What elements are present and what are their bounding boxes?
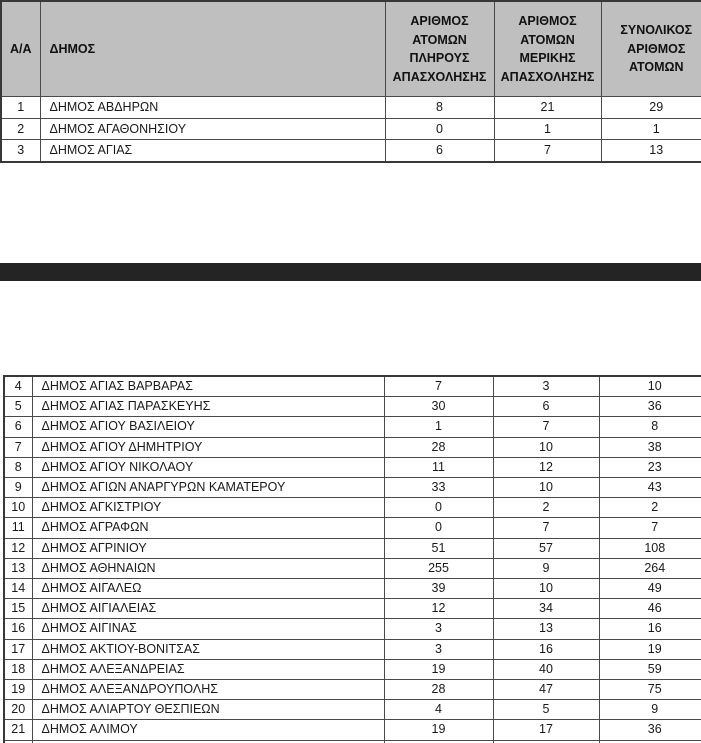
- parttime-count-cell: 57: [493, 538, 599, 558]
- row-number-cell: 21: [4, 720, 32, 740]
- municipality-name-cell: ΔΗΜΟΣ ΑΓΙΩΝ ΑΝΑΡΓΥΡΩΝ ΚΑΜΑΤΕΡΟΥ: [32, 478, 384, 498]
- municipality-name-cell: ΔΗΜΟΣ ΑΚΤΙΟΥ-ΒΟΝΙΤΣΑΣ: [32, 639, 384, 659]
- municipality-name-cell: ΔΗΜΟΣ ΑΙΓΑΛΕΩ: [32, 579, 384, 599]
- total-count-cell: 8: [599, 417, 701, 437]
- table-row: [4, 680, 701, 700]
- total-count-cell: 29: [601, 97, 701, 119]
- municipality-name-cell: ΔΗΜΟΣ ΑΓΙΑΣ: [40, 140, 385, 162]
- row-number-cell: 19: [4, 680, 32, 700]
- fulltime-count-cell: 4: [384, 700, 493, 720]
- total-count-cell: 49: [599, 579, 701, 599]
- header-row: [1, 1, 701, 97]
- fulltime-count-cell: 8: [385, 97, 494, 119]
- fulltime-count-cell: 0: [384, 518, 493, 538]
- fulltime-count-cell: 0: [385, 118, 494, 140]
- parttime-count-cell: 7: [493, 417, 599, 437]
- row-number-cell: 12: [4, 538, 32, 558]
- column-header-fulltime: ΑΡΙΘΜΟΣ ΑΤΟΜΩΝ ΠΛΗΡΟΥΣ ΑΠΑΣΧΟΛΗΣΗΣ: [385, 1, 494, 97]
- total-count-cell: 38: [599, 437, 701, 457]
- table-row: [1, 97, 701, 119]
- total-count-cell: 59: [599, 659, 701, 679]
- parttime-count-cell: 7: [493, 518, 599, 538]
- parttime-count-cell: 34: [493, 599, 599, 619]
- municipality-name-cell: ΔΗΜΟΣ ΑΓΚΙΣΤΡΙΟΥ: [32, 498, 384, 518]
- table-row: [4, 558, 701, 578]
- fulltime-count-cell: 0: [384, 498, 493, 518]
- row-number-cell: 3: [1, 140, 40, 162]
- fulltime-count-cell: 30: [384, 397, 493, 417]
- municipality-name-cell: ΔΗΜΟΣ ΑΛΙΜΟΥ: [32, 720, 384, 740]
- fulltime-count-cell: 51: [384, 538, 493, 558]
- parttime-count-cell: 10: [493, 437, 599, 457]
- parttime-count-cell: 7: [494, 140, 601, 162]
- table-row: [4, 518, 701, 538]
- table-row: [4, 437, 701, 457]
- fulltime-count-cell: 7: [384, 376, 493, 397]
- table-row: [4, 700, 701, 720]
- parttime-count-cell: 5: [493, 700, 599, 720]
- total-count-cell: 10: [599, 376, 701, 397]
- total-count-cell: 1: [601, 118, 701, 140]
- total-count-cell: 9: [599, 700, 701, 720]
- total-count-cell: 7: [599, 518, 701, 538]
- municipality-name-cell: ΔΗΜΟΣ ΑΓΑΘΟΝΗΣΙΟΥ: [40, 118, 385, 140]
- parttime-count-cell: 10: [493, 579, 599, 599]
- municipality-name-cell: ΔΗΜΟΣ ΑΓΙΟΥ ΒΑΣΙΛΕΙΟΥ: [32, 417, 384, 437]
- fulltime-count-cell: 33: [384, 478, 493, 498]
- row-number-cell: 14: [4, 579, 32, 599]
- fulltime-count-cell: 39: [384, 579, 493, 599]
- parttime-count-cell: 12: [493, 457, 599, 477]
- column-header-total: ΣΥΝΟΛΙΚΟΣ ΑΡΙΘΜΟΣ ΑΤΟΜΩΝ: [601, 1, 701, 97]
- table-row: [4, 599, 701, 619]
- total-count-cell: 75: [599, 680, 701, 700]
- parttime-count-cell: 10: [493, 478, 599, 498]
- parttime-count-cell: 2: [493, 498, 599, 518]
- parttime-count-cell: 47: [493, 680, 599, 700]
- row-number-cell: 4: [4, 376, 32, 397]
- table-row: [4, 579, 701, 599]
- column-header-municipality: ΔΗΜΟΣ: [40, 1, 385, 97]
- row-number-cell: 15: [4, 599, 32, 619]
- row-number-cell: 13: [4, 558, 32, 578]
- table-row: [4, 619, 701, 639]
- parttime-count-cell: 40: [493, 659, 599, 679]
- fulltime-count-cell: 19: [384, 720, 493, 740]
- parttime-count-cell: 6: [493, 397, 599, 417]
- municipality-name-cell: ΔΗΜΟΣ ΑΒΔΗΡΩΝ: [40, 97, 385, 119]
- municipality-name-cell: ΔΗΜΟΣ ΑΓΙΟΥ ΝΙΚΟΛΑΟΥ: [32, 457, 384, 477]
- table-row: [4, 639, 701, 659]
- row-number-cell: 7: [4, 437, 32, 457]
- row-number-cell: 11: [4, 518, 32, 538]
- fulltime-count-cell: 1: [384, 417, 493, 437]
- municipality-name-cell: ΔΗΜΟΣ ΑΓΙΟΥ ΔΗΜΗΤΡΙΟΥ: [32, 437, 384, 457]
- total-count-cell: 2: [599, 498, 701, 518]
- table-row: [4, 720, 701, 740]
- fulltime-count-cell: 28: [384, 680, 493, 700]
- employment-table-page2: [3, 375, 701, 743]
- total-count-cell: 36: [599, 397, 701, 417]
- table-row: [4, 397, 701, 417]
- municipality-name-cell: ΔΗΜΟΣ ΑΘΗΝΑΙΩΝ: [32, 558, 384, 578]
- parttime-count-cell: 17: [493, 720, 599, 740]
- total-count-cell: 46: [599, 599, 701, 619]
- municipality-name-cell: ΔΗΜΟΣ ΑΓΙΑΣ ΠΑΡΑΣΚΕΥΗΣ: [32, 397, 384, 417]
- column-header-parttime: ΑΡΙΘΜΟΣ ΑΤΟΜΩΝ ΜΕΡΙΚΗΣ ΑΠΑΣΧΟΛΗΣΗΣ: [494, 1, 601, 97]
- row-number-cell: 10: [4, 498, 32, 518]
- table-row: [4, 417, 701, 437]
- row-number-cell: 20: [4, 700, 32, 720]
- column-header-index: Α/Α: [1, 1, 40, 97]
- employment-table-page1: [0, 0, 701, 163]
- municipality-name-cell: ΔΗΜΟΣ ΑΙΓΙΝΑΣ: [32, 619, 384, 639]
- parttime-count-cell: 16: [493, 639, 599, 659]
- row-number-cell: 18: [4, 659, 32, 679]
- table-row: [4, 376, 701, 397]
- fulltime-count-cell: 12: [384, 599, 493, 619]
- table-row: [4, 659, 701, 679]
- table-header: [1, 1, 701, 97]
- total-count-cell: 19: [599, 639, 701, 659]
- table-row: [4, 457, 701, 477]
- fulltime-count-cell: 11: [384, 457, 493, 477]
- fulltime-count-cell: 6: [385, 140, 494, 162]
- table-body-page1: [1, 97, 701, 163]
- fulltime-count-cell: 255: [384, 558, 493, 578]
- fulltime-count-cell: 3: [384, 639, 493, 659]
- row-number-cell: 6: [4, 417, 32, 437]
- table-row: [4, 498, 701, 518]
- table-row: [1, 118, 701, 140]
- fulltime-count-cell: 3: [384, 619, 493, 639]
- total-count-cell: 264: [599, 558, 701, 578]
- parttime-count-cell: 13: [493, 619, 599, 639]
- total-count-cell: 23: [599, 457, 701, 477]
- row-number-cell: 9: [4, 478, 32, 498]
- page-separator-bar: [0, 263, 701, 281]
- parttime-count-cell: 21: [494, 97, 601, 119]
- row-number-cell: 16: [4, 619, 32, 639]
- row-number-cell: 1: [1, 97, 40, 119]
- municipality-name-cell: ΔΗΜΟΣ ΑΛΙΑΡΤΟΥ ΘΕΣΠΙΕΩΝ: [32, 700, 384, 720]
- municipality-name-cell: ΔΗΜΟΣ ΑΓΙΑΣ ΒΑΡΒΑΡΑΣ: [32, 376, 384, 397]
- row-number-cell: 2: [1, 118, 40, 140]
- total-count-cell: 16: [599, 619, 701, 639]
- municipality-name-cell: ΔΗΜΟΣ ΑΛΕΞΑΝΔΡΟΥΠΟΛΗΣ: [32, 680, 384, 700]
- row-number-cell: 5: [4, 397, 32, 417]
- total-count-cell: 108: [599, 538, 701, 558]
- table-row: [4, 478, 701, 498]
- table-body-page2: [4, 376, 701, 740]
- total-count-cell: 43: [599, 478, 701, 498]
- row-number-cell: 17: [4, 639, 32, 659]
- total-count-cell: 36: [599, 720, 701, 740]
- municipality-name-cell: ΔΗΜΟΣ ΑΙΓΙΑΛΕΙΑΣ: [32, 599, 384, 619]
- parttime-count-cell: 3: [493, 376, 599, 397]
- total-count-cell: 13: [601, 140, 701, 162]
- parttime-count-cell: 9: [493, 558, 599, 578]
- fulltime-count-cell: 28: [384, 437, 493, 457]
- fulltime-count-cell: 19: [384, 659, 493, 679]
- parttime-count-cell: 1: [494, 118, 601, 140]
- row-number-cell: 8: [4, 457, 32, 477]
- municipality-name-cell: ΔΗΜΟΣ ΑΛΕΞΑΝΔΡΕΙΑΣ: [32, 659, 384, 679]
- municipality-name-cell: ΔΗΜΟΣ ΑΓΡΑΦΩΝ: [32, 518, 384, 538]
- municipality-name-cell: ΔΗΜΟΣ ΑΓΡΙΝΙΟΥ: [32, 538, 384, 558]
- table-row: [1, 140, 701, 162]
- table-row: [4, 538, 701, 558]
